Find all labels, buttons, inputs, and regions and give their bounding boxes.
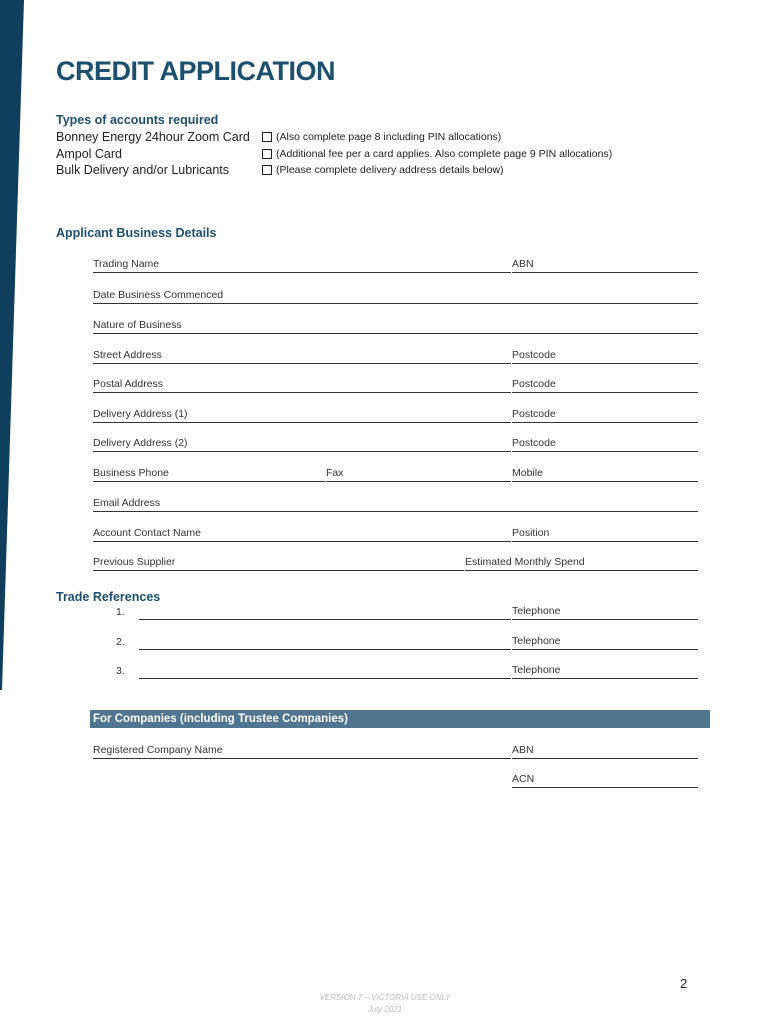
delivery-address-1-field[interactable]: Delivery Address (1) [93,408,511,423]
zoom-card-note: (Also complete page 8 including PIN allocations) [276,131,502,143]
delivery-2-postcode-field[interactable]: Postcode [512,437,698,452]
companies-section-banner: For Companies (including Trustee Companies) [90,710,710,728]
email-address-field[interactable]: Email Address [93,497,698,512]
monthly-spend-field[interactable]: Estimated Monthly Spend [465,556,698,571]
bulk-delivery-note: (Please complete delivery address details below) [276,164,504,176]
postal-postcode-field[interactable]: Postcode [512,378,698,393]
account-bulk-option [262,164,504,176]
postal-address-field[interactable]: Postal Address [93,378,511,393]
date-commenced-field[interactable]: Date Business Commenced [93,289,698,304]
footer-version: VERSION 7 – VICTORIA USE ONLY [319,993,451,1002]
account-type-bulk-delivery: Bulk Delivery and/or Lubricants [56,163,229,177]
trade-ref-1-field[interactable] [139,605,511,620]
previous-supplier-field[interactable]: Previous Supplier [93,556,464,571]
company-acn-field[interactable]: ACN [512,773,698,788]
street-address-field[interactable]: Street Address [93,349,511,364]
mobile-field[interactable]: Mobile [512,467,698,482]
company-abn-field[interactable]: ABN [512,744,698,759]
applicant-heading: Applicant Business Details [56,226,217,240]
delivery-address-2-field[interactable]: Delivery Address (2) [93,437,511,452]
trade-ref-number: 3. [116,665,125,677]
delivery-1-postcode-field[interactable]: Postcode [512,408,698,423]
trade-ref-number: 2. [116,636,125,648]
accounts-heading: Types of accounts required [56,113,219,127]
registered-company-name-field[interactable]: Registered Company Name [93,744,511,759]
side-stripe-decoration [0,0,30,1024]
trade-ref-number: 1. [116,606,125,618]
trade-ref-2-field[interactable] [139,635,511,650]
account-zoom-option [262,131,501,143]
trade-ref-3-field[interactable] [139,664,511,679]
fax-field[interactable]: Fax [326,467,511,482]
ampol-card-checkbox[interactable] [262,149,272,159]
page-title: CREDIT APPLICATION [56,56,335,86]
position-field[interactable]: Position [512,527,698,542]
zoom-card-checkbox[interactable] [262,132,272,142]
footer-date: July 2021 [367,1005,403,1014]
trade-references-heading: Trade References [56,590,161,604]
trade-ref-1-telephone-field[interactable]: Telephone [512,605,698,620]
account-type-ampol-card: Ampol Card [56,147,122,161]
bulk-delivery-checkbox[interactable] [262,165,272,175]
street-postcode-field[interactable]: Postcode [512,349,698,364]
nature-of-business-field[interactable]: Nature of Business [93,319,698,334]
account-ampol-option [262,148,612,160]
trade-ref-3-telephone-field[interactable]: Telephone [512,664,698,679]
page-number: 2 [680,976,688,991]
account-type-zoom-card: Bonney Energy 24hour Zoom Card [56,130,250,144]
abn-field[interactable]: ABN [512,258,698,273]
ampol-card-note: (Additional fee per a card applies. Also complete page 9 PIN allocations) [276,148,613,160]
trading-name-field[interactable]: Trading Name [93,258,511,273]
business-phone-field[interactable]: Business Phone [93,467,325,482]
account-contact-field[interactable]: Account Contact Name [93,527,511,542]
trade-ref-2-telephone-field[interactable]: Telephone [512,635,698,650]
